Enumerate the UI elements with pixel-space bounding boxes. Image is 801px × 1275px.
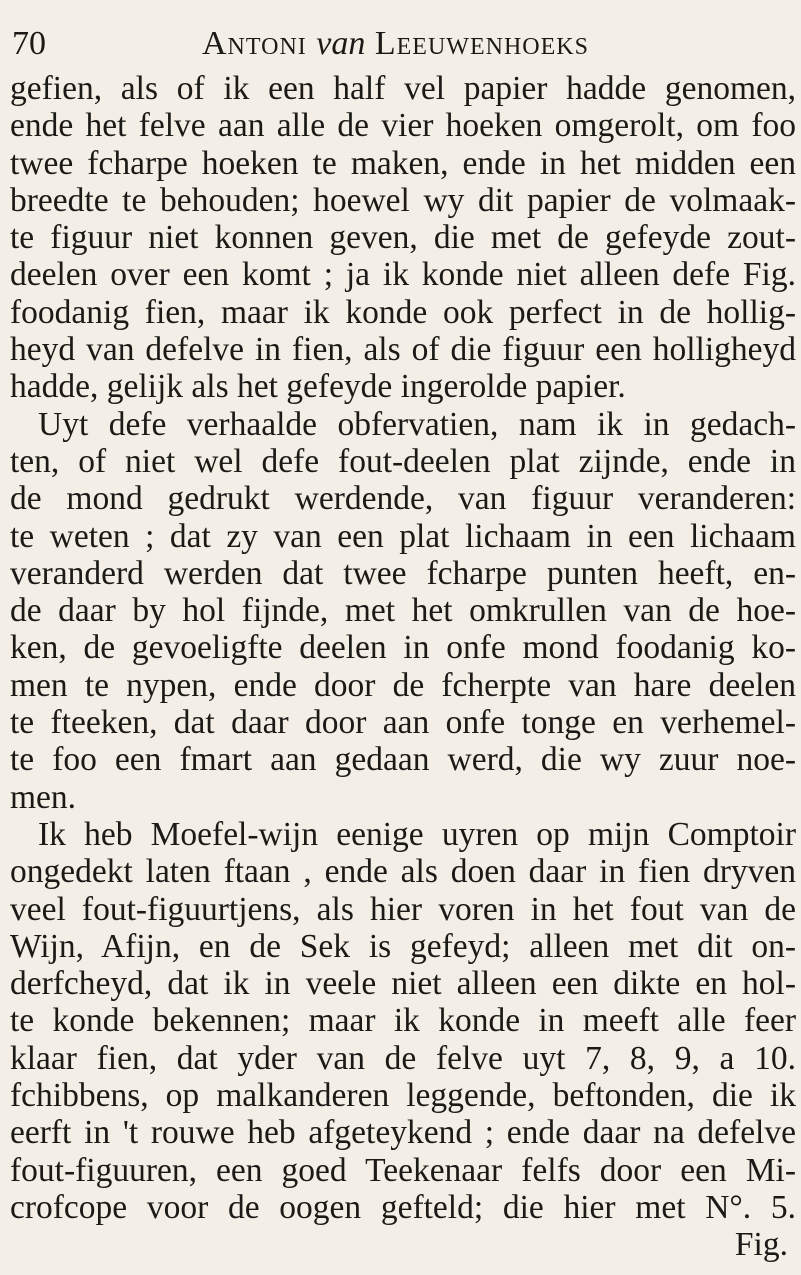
text-line: klaar fien, dat yder van de felve uyt 7, 8, 9, a 10. <box>10 1039 796 1077</box>
catchword: Fig. <box>734 1226 788 1264</box>
text-line: te fteeken, dat daar door aan onfe tonge en verhemel- <box>10 704 796 742</box>
text-line: veranderd werden dat twee fcharpe punten heeft, en- <box>10 554 796 592</box>
text-line: foodanig fien, maar ik konde ook perfect in de hollig- <box>10 293 796 331</box>
text-line: fout-figuuren, een goed Teekenaar felfs door een Mi- <box>10 1151 796 1189</box>
running-title-particle: van <box>316 25 366 62</box>
text-line: hadde, gelijk als het gefeyde ingerolde papier. <box>10 368 626 406</box>
text-line: fchibbens, op malkanderen leggende, beftonden, die ik <box>10 1077 796 1115</box>
text-line: heyd van defelve in fien, als of die figuur een holligheyd <box>10 331 796 369</box>
text-line: crofcope voor de oogen gefteld; die hier met N°. 5. <box>10 1188 796 1226</box>
text-line: ten, of niet wel defe fout-deelen plat zijnde, ende in <box>10 442 796 480</box>
text-line: Uyt defe verhaalde obfervatien, nam ik in gedach- <box>38 405 796 443</box>
text-line: te konde bekennen; maar ik konde in meeft alle feer <box>10 1002 796 1040</box>
text-line: ende het felve aan alle de vier hoeken omgerolt, om foo <box>10 107 796 145</box>
text-line: men. <box>10 778 77 816</box>
running-title <box>202 24 589 64</box>
running-head <box>12 10 781 60</box>
running-title-author-last: Leeuwenhoeks <box>374 25 589 62</box>
text-line: de mond gedrukt werdende, van figuur veranderen: <box>10 480 796 518</box>
text-line: Ik heb Moefel-wijn eenige uyren op mijn Comptoir <box>38 815 796 853</box>
body-text <box>10 70 796 1264</box>
text-line: te weten ; dat zy van een plat lichaam in een lichaam <box>10 517 796 555</box>
text-line: gefien, als of ik een half vel papier hadde genomen, <box>10 70 796 107</box>
text-line: veel fout-figuurtjens, als hier voren in het fout van de <box>10 890 796 928</box>
page-number: 70 <box>12 25 46 62</box>
text-line: eerft in 't rouwe heb afgeteykend ; ende daar na defelve <box>10 1114 796 1152</box>
text-line: te foo een fmart aan gedaan werd, die wy zuur noe- <box>10 741 796 779</box>
text-line: de daar by hol fijnde, met het omkrullen van de hoe- <box>10 592 796 630</box>
text-line: te figuur niet konnen geven, die met de gefeyde zout- <box>10 219 796 257</box>
text-line: deelen over een komt ; ja ik konde niet alleen defe Fig. <box>10 256 796 294</box>
text-line: ken, de gevoeligfte deelen in onfe mond foodanig ko- <box>10 629 796 667</box>
running-title-author-first: Antoni <box>202 25 307 62</box>
text-line: twee fcharpe hoeken te maken, ende in het midden een <box>10 144 796 182</box>
text-line: ongedekt laten ftaan , ende als doen daar in fien dryven <box>10 853 796 891</box>
text-line: derfcheyd, dat ik in veele niet alleen een dikte en hol- <box>10 965 796 1003</box>
text-line: men te nypen, ende door de fcherpte van hare deelen <box>10 666 796 704</box>
text-line: breedte te behouden; hoewel wy dit papier de volmaak- <box>10 181 796 219</box>
text-line: Wijn, Afijn, en de Sek is gefeyd; alleen met dit on- <box>10 927 796 965</box>
